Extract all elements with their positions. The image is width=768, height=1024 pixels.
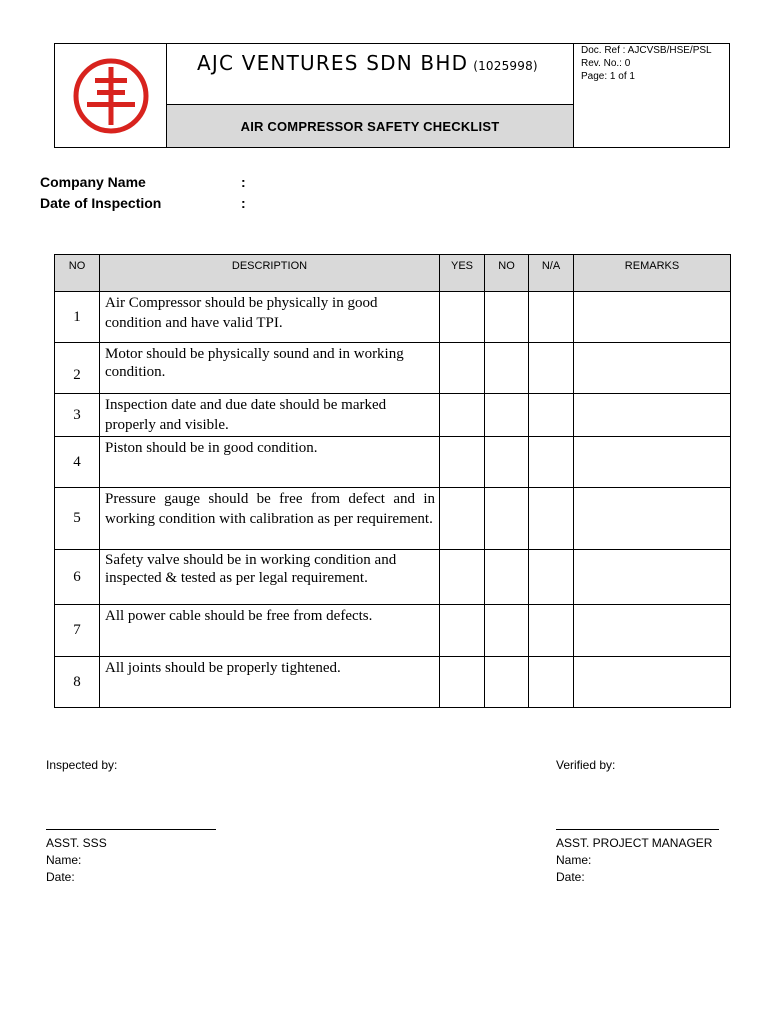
remarks-cell[interactable] — [574, 550, 731, 605]
table-row — [55, 292, 731, 343]
na-cell[interactable] — [529, 657, 574, 708]
company-name: AJC VENTURES SDN BHD — [197, 51, 469, 75]
checklist-table — [54, 254, 731, 708]
remarks-cell[interactable] — [574, 394, 731, 437]
document-header — [54, 43, 730, 148]
row-number: 3 — [55, 394, 100, 437]
row-number: 8 — [55, 657, 100, 708]
row-number: 1 — [55, 292, 100, 343]
row-number: 7 — [55, 605, 100, 657]
company-name-row — [40, 174, 300, 195]
date-of-inspection-label: Date of Inspection — [40, 195, 162, 211]
remarks-cell[interactable] — [574, 292, 731, 343]
header-yes: YES — [440, 255, 485, 292]
row-number: 2 — [55, 343, 100, 394]
header-no-answer: NO — [485, 255, 529, 292]
yes-cell[interactable] — [440, 394, 485, 437]
inspected-by-name-label: Name: — [46, 853, 82, 867]
inspected-by-role: ASST. SSS — [46, 836, 107, 850]
table-header-row — [55, 255, 731, 292]
document-reference — [574, 44, 729, 147]
yes-cell[interactable] — [440, 437, 485, 488]
verified-by-block — [556, 757, 719, 887]
table-row — [55, 488, 731, 550]
verified-by-caption: Verified by: — [556, 758, 616, 772]
remarks-cell[interactable] — [574, 488, 731, 550]
yes-cell[interactable] — [440, 488, 485, 550]
yes-cell[interactable] — [440, 605, 485, 657]
no-cell[interactable] — [485, 343, 529, 394]
remarks-cell[interactable] — [574, 657, 731, 708]
table-row — [55, 550, 731, 605]
company-name-label: Company Name — [40, 174, 146, 190]
inspected-by-date-label: Date: — [46, 870, 75, 884]
na-cell[interactable] — [529, 550, 574, 605]
row-description: All power cable should be free from defects. — [100, 605, 440, 657]
na-cell[interactable] — [529, 394, 574, 437]
table-row — [55, 343, 731, 394]
yes-cell[interactable] — [440, 343, 485, 394]
no-cell[interactable] — [485, 437, 529, 488]
header-remarks: REMARKS — [574, 255, 731, 292]
inspected-by-caption: Inspected by: — [46, 758, 118, 772]
table-row — [55, 605, 731, 657]
no-cell[interactable] — [485, 394, 529, 437]
no-cell[interactable] — [485, 292, 529, 343]
row-description: Safety valve should be in working condition and inspected & tested as per legal requirement. — [100, 550, 440, 605]
date-of-inspection-colon: : — [241, 195, 246, 211]
na-cell[interactable] — [529, 488, 574, 550]
date-of-inspection-row — [40, 195, 300, 216]
remarks-cell[interactable] — [574, 437, 731, 488]
feng-character-seal-logo-icon — [71, 56, 151, 136]
inspected-by-block — [46, 757, 216, 887]
verified-by-name-label: Name: — [556, 853, 592, 867]
row-number: 6 — [55, 550, 100, 605]
row-description: Air Compressor should be physically in good condition and have valid TPI. — [100, 292, 440, 343]
table-row — [55, 657, 731, 708]
row-description: Pressure gauge should be free from defect and in working condition with calibration as per requirement. — [100, 488, 440, 550]
na-cell[interactable] — [529, 292, 574, 343]
header-no: NO — [55, 255, 100, 292]
inspection-info — [40, 174, 300, 216]
verified-by-signature-line — [556, 829, 719, 830]
row-number: 4 — [55, 437, 100, 488]
doc-ref: Doc. Ref : AJCVSB/HSE/PSL — [581, 45, 712, 56]
remarks-cell[interactable] — [574, 343, 731, 394]
na-cell[interactable] — [529, 605, 574, 657]
form-title: AIR COMPRESSOR SAFETY CHECKLIST — [167, 105, 574, 147]
no-cell[interactable] — [485, 550, 529, 605]
na-cell[interactable] — [529, 343, 574, 394]
verified-by-role: ASST. PROJECT MANAGER — [556, 836, 713, 850]
header-description: DESCRIPTION — [100, 255, 440, 292]
row-description: Inspection date and due date should be marked properly and visible. — [100, 394, 440, 437]
no-cell[interactable] — [485, 488, 529, 550]
inspected-by-signature-line — [46, 829, 216, 830]
company-registration: (1025998) — [473, 59, 538, 73]
row-description: Piston should be in good condition. — [100, 437, 440, 488]
yes-cell[interactable] — [440, 550, 485, 605]
table-row — [55, 437, 731, 488]
table-row — [55, 394, 731, 437]
row-description: All joints should be properly tightened. — [100, 657, 440, 708]
row-number: 5 — [55, 488, 100, 550]
company-title — [197, 51, 538, 75]
remarks-cell[interactable] — [574, 605, 731, 657]
page-number: Page: 1 of 1 — [581, 71, 635, 82]
no-cell[interactable] — [485, 657, 529, 708]
header-na: N/A — [529, 255, 574, 292]
verified-by-date-label: Date: — [556, 870, 585, 884]
logo-cell — [55, 44, 167, 147]
rev-no: Rev. No.: 0 — [581, 58, 631, 69]
na-cell[interactable] — [529, 437, 574, 488]
company-title-cell — [167, 44, 574, 105]
company-name-colon: : — [241, 174, 246, 190]
yes-cell[interactable] — [440, 657, 485, 708]
row-description: Motor should be physically sound and in working condition. — [100, 343, 440, 394]
no-cell[interactable] — [485, 605, 529, 657]
yes-cell[interactable] — [440, 292, 485, 343]
